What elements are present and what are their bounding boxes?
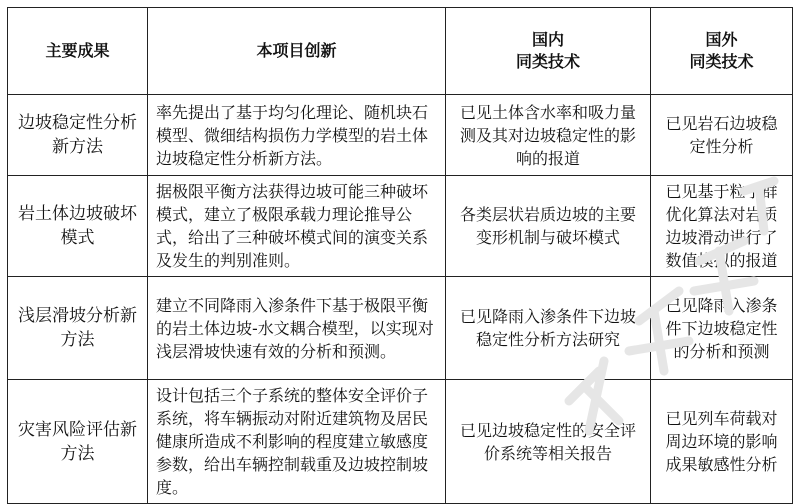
header-result: [8, 8, 148, 95]
cell-result: 岩土体边坡破坏模式: [8, 176, 148, 277]
header-foreign-line2: 同类技术: [689, 52, 754, 71]
cell-foreign: 已见列车荷载对周边环境的影响成果敏感性分析: [651, 380, 793, 504]
cell-innovation: 设计包括三个子系统的整体安全评价子系统，将车辆振动对附近建筑物及居民健康所造成不利影响的程度建立敏感度参数，给出车辆控制载重及边坡控制坡度。: [148, 380, 446, 504]
cell-domestic: 已见边坡稳定性的安全评价系统等相关报告: [446, 380, 651, 504]
cell-domestic: 已见土体含水率和吸力量测及其对边坡稳定性的影响的报道: [446, 95, 651, 176]
table-row: [8, 95, 793, 176]
cell-result: 浅层滑坡分析新方法: [8, 277, 148, 380]
cell-domestic: 已见降雨入渗条件下边坡稳定性分析方法研究: [446, 277, 651, 380]
cell-foreign: 已见岩石边坡稳定性分析: [651, 95, 793, 176]
cell-innovation: 率先提出了基于均匀化理论、随机块石模型、微细结构损伤力学模型的岩土体边坡稳定性分析新方法。: [148, 95, 446, 176]
table-row: [8, 380, 793, 504]
table-row: [8, 277, 793, 380]
header-domestic-line1: 国内: [531, 30, 564, 49]
cell-result: 灾害风险评估新方法: [8, 380, 148, 504]
comparison-table: [7, 7, 793, 504]
cell-innovation: 建立不同降雨入渗条件下基于极限平衡的岩土体边坡-水文耦合模型，以实现对浅层滑坡快速有效的分析和预测。: [148, 277, 446, 380]
cell-foreign: 已见降雨入渗条件下边坡稳定性的分析和预测: [651, 277, 793, 380]
header-result-label: 主要成果: [45, 41, 110, 60]
table-row: [8, 176, 793, 277]
header-innovation-label: 本项目创新: [256, 41, 337, 60]
header-domestic-line2: 同类技术: [515, 52, 580, 71]
header-row: [8, 8, 793, 95]
cell-result: 边坡稳定性分析新方法: [8, 95, 148, 176]
header-innovation: [148, 8, 446, 95]
cell-innovation: 据极限平衡方法获得边坡可能三种破坏模式，建立了极限承载力理论推导公式，给出了三种破坏模式间的演变关系及发生的判别准则。: [148, 176, 446, 277]
header-foreign-line1: 国外: [705, 30, 738, 49]
cell-foreign: 已见基于粒子群优化算法对岩质边坡滑动进行了数值模拟的报道: [651, 176, 793, 277]
header-domestic: [446, 8, 651, 95]
cell-domestic: 各类层状岩质边坡的主要变形机制与破坏模式: [446, 176, 651, 277]
header-foreign: [651, 8, 793, 95]
